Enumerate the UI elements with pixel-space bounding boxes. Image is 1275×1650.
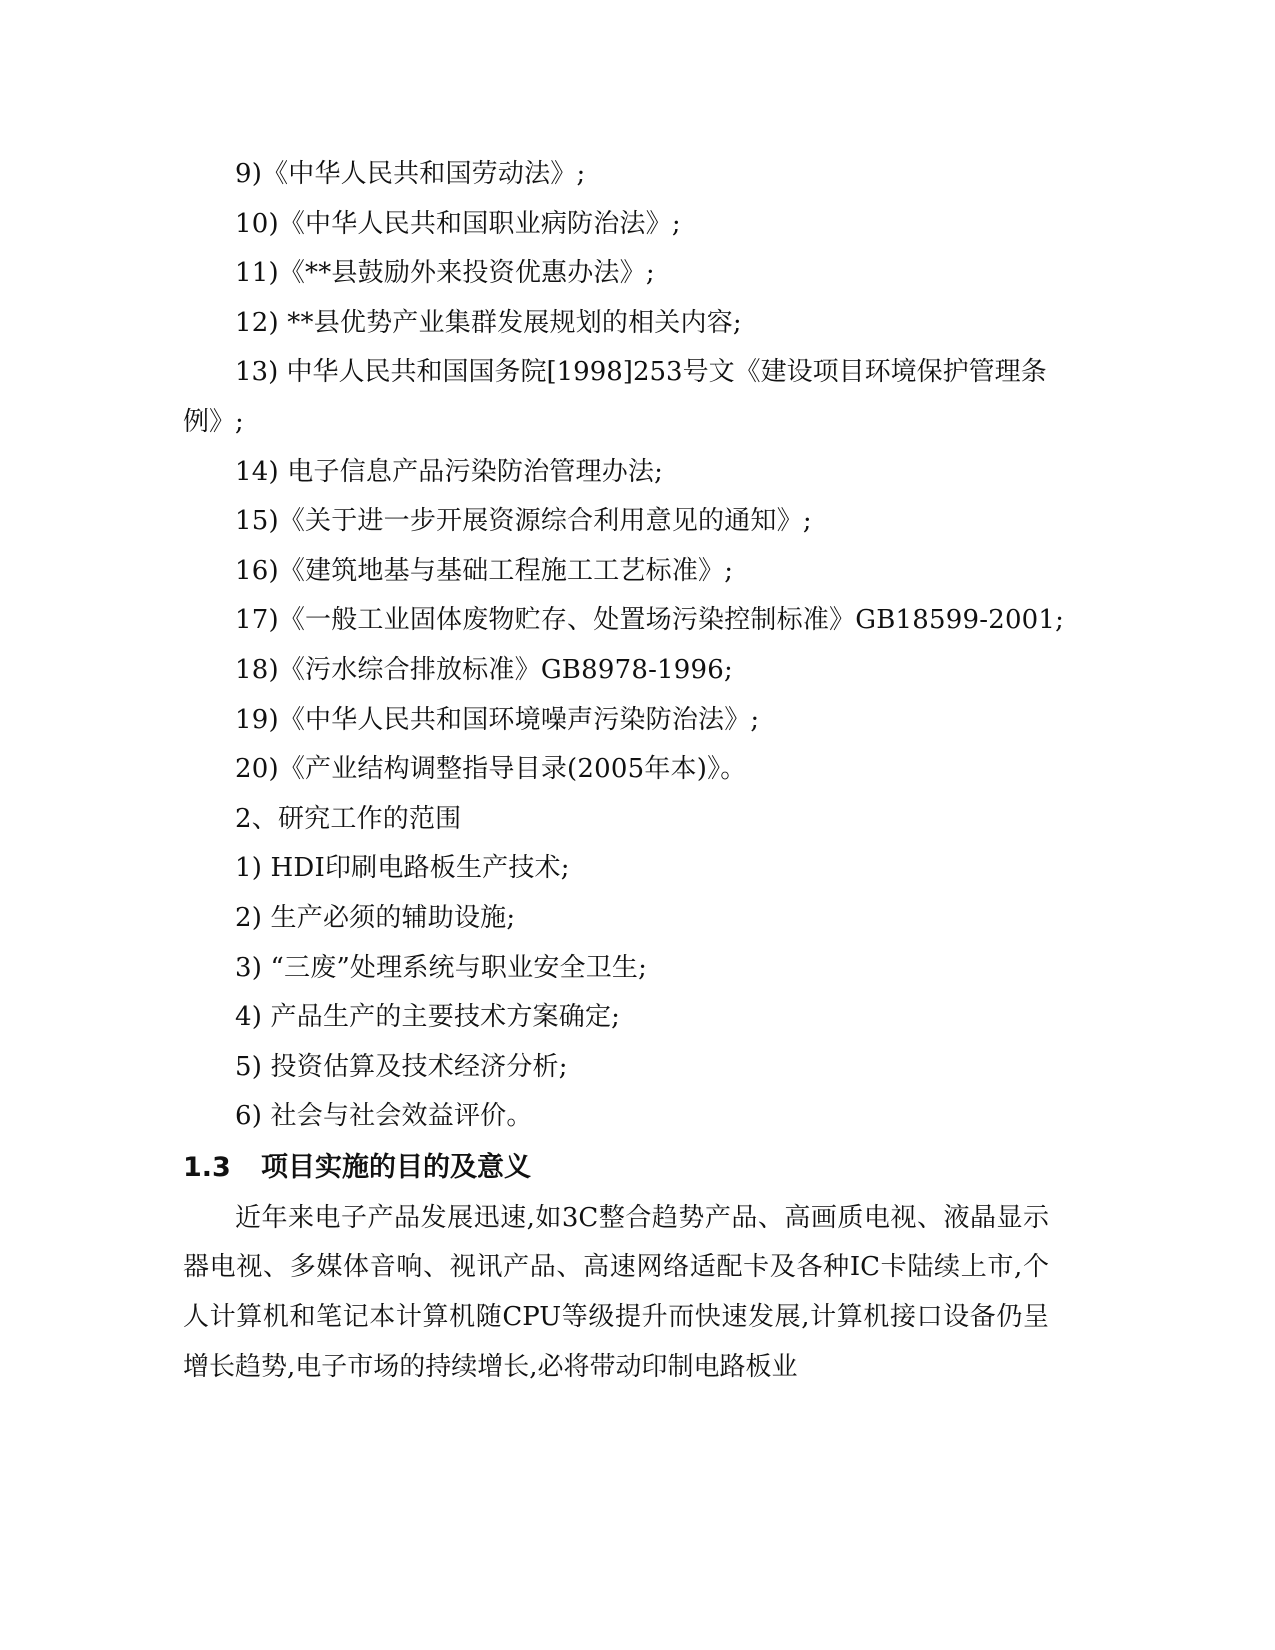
scope-item: 2) 生产必须的辅助设施; [235, 902, 516, 933]
page-content [183, 150, 1065, 1392]
scope-item: 5) 投资估算及技术经济分析; [235, 1051, 568, 1082]
list-item: 12) **县优势产业集群发展规划的相关内容; [235, 307, 742, 338]
scope-item: 1) HDI印刷电路板生产技术; [235, 853, 570, 884]
list-item: 15)《关于进一步开展资源综合利用意见的通知》; [235, 506, 812, 537]
section-title: 项目实施的目的及意义 [261, 1151, 531, 1183]
list-item: 9)《中华人民共和国劳动法》; [235, 159, 586, 189]
list-item: 11)《**县鼓励外来投资优惠办法》; [235, 258, 655, 289]
list-item: 19)《中华人民共和国环境噪声污染防治法》; [235, 704, 760, 735]
list-item: 17)《一般工业固体废物贮存、处置场污染控制标准》GB18599-2001; [235, 605, 1065, 636]
list-item: 10)《中华人民共和国职业病防治法》; [235, 208, 681, 239]
scope-item: 4) 产品生产的主要技术方案确定; [235, 1002, 621, 1033]
list-item: 20)《产业结构调整指导目录(2005年本)》。 [235, 754, 747, 785]
section-number: 1.3 [183, 1151, 231, 1183]
scope-item: 3) “三废”处理系统与职业安全卫生; [235, 952, 648, 983]
scope-item: 6) 社会与社会效益评价。 [235, 1101, 533, 1132]
list-item: 16)《建筑地基与基础工程施工工艺标准》; [235, 555, 734, 586]
list-item: 14) 电子信息产品污染防治管理办法; [235, 456, 664, 487]
list-item-13: 13) 中华人民共和国国务院[1998]253号文《建设项目环境保护管理条例》; [183, 357, 1047, 437]
section-heading [183, 1142, 1049, 1194]
list-item: 18)《污水综合排放标准》GB8978-1996; [235, 654, 733, 685]
scope-title: 2、研究工作的范围 [235, 803, 462, 834]
body-paragraph: 近年来电子产品发展迅速,如3C整合趋势产品、高画质电视、液晶显示器电视、多媒体音响、视讯产品、高速网络适配卡及各种IC卡陆续上市,个人计算机和笔记本计算机随CPU等级提升而快速发展,计算机接口设备仍呈增长趋势,电子市场的持续增长,必将带动印制电路板业 [183, 1202, 1049, 1382]
